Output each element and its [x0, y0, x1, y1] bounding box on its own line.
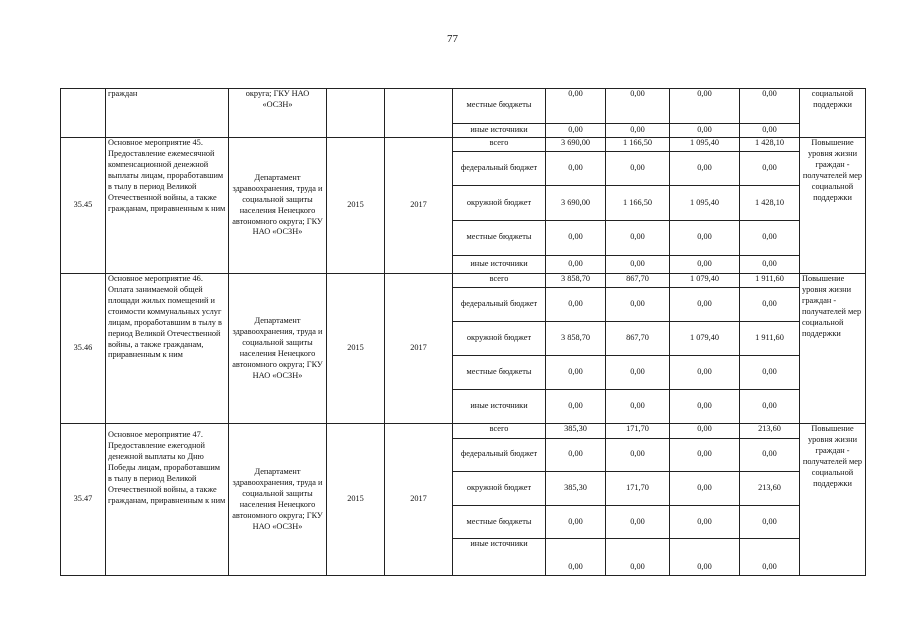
funding-source-cell: федеральный бюджет — [453, 288, 546, 322]
executor-cell: округа; ГКУ НАО «ОСЗН» — [229, 89, 327, 138]
value-2015-cell: 0,00 — [606, 288, 670, 322]
value-2017-cell: 0,00 — [740, 506, 800, 539]
value-2016-cell: 0,00 — [670, 255, 740, 273]
value-2015-cell: 0,00 — [606, 355, 670, 389]
value-2016-cell: 1 079,40 — [670, 274, 740, 288]
expected-result-cell: Повышение уровня жизни граждан - получателей мер социальной поддержки — [800, 274, 866, 424]
value-2016-cell: 1 095,40 — [670, 186, 740, 221]
value-2016-cell: 1 079,40 — [670, 322, 740, 356]
year-end-cell: 2017 — [385, 138, 453, 274]
row-number-cell — [61, 89, 106, 138]
value-2017-cell: 0,00 — [740, 123, 800, 137]
value-2017-cell: 0,00 — [740, 255, 800, 273]
value-2017-cell: 0,00 — [740, 539, 800, 576]
funding-source-cell: местные бюджеты — [453, 506, 546, 539]
funding-source-cell: окружной бюджет — [453, 471, 546, 506]
value-total-cell: 3 690,00 — [546, 138, 606, 152]
value-2016-cell: 0,00 — [670, 424, 740, 438]
value-2016-cell: 0,00 — [670, 89, 740, 124]
value-2015-cell: 867,70 — [606, 274, 670, 288]
value-2015-cell: 0,00 — [606, 438, 670, 471]
value-total-cell: 0,00 — [546, 288, 606, 322]
funding-source-cell: всего — [453, 138, 546, 152]
value-2017-cell: 0,00 — [740, 389, 800, 424]
value-2016-cell: 0,00 — [670, 389, 740, 424]
year-end-cell — [385, 89, 453, 138]
expected-result-cell: Повышение уровня жизни граждан - получателей мер социальной поддержки — [800, 424, 866, 576]
value-2017-cell: 0,00 — [740, 438, 800, 471]
value-2017-cell: 213,60 — [740, 471, 800, 506]
value-total-cell: 0,00 — [546, 506, 606, 539]
row-number-cell: 35.46 — [61, 274, 106, 424]
value-2015-cell: 867,70 — [606, 322, 670, 356]
executor-cell: Департамент здравоохранения, труда и социальной защиты населения Ненецкого автономного округа; ГКУ НАО «ОСЗН» — [229, 424, 327, 576]
value-total-cell: 0,00 — [546, 255, 606, 273]
funding-source-cell: иные источники — [453, 539, 546, 576]
page-number: 77 — [447, 33, 458, 45]
value-2016-cell: 0,00 — [670, 288, 740, 322]
value-2015-cell: 0,00 — [606, 123, 670, 137]
value-2015-cell: 171,70 — [606, 471, 670, 506]
expected-result-cell: Повышение уровня жизни граждан - получателей мер социальной поддержки — [800, 138, 866, 274]
value-total-cell: 3 858,70 — [546, 322, 606, 356]
value-2016-cell: 0,00 — [670, 506, 740, 539]
value-total-cell: 0,00 — [546, 389, 606, 424]
funding-source-cell: местные бюджеты — [453, 355, 546, 389]
value-total-cell: 0,00 — [546, 220, 606, 255]
value-2016-cell: 0,00 — [670, 123, 740, 137]
table-row — [61, 89, 866, 124]
funding-source-cell: иные источники — [453, 389, 546, 424]
funding-source-cell: иные источники — [453, 255, 546, 273]
value-2016-cell: 0,00 — [670, 471, 740, 506]
value-2015-cell: 1 166,50 — [606, 186, 670, 221]
value-2015-cell: 171,70 — [606, 424, 670, 438]
activity-name-cell: Основное мероприятие 45. Предоставление ежемесячной компенсационной денежной выплаты лицам, проработавшим в тылу в период Великой Отечественной войны, а также гражданам, приравненным к ним — [106, 138, 229, 274]
executor-cell: Департамент здравоохранения, труда и социальной защиты населения Ненецкого автономного округа; ГКУ НАО «ОСЗН» — [229, 274, 327, 424]
value-total-cell: 3 858,70 — [546, 274, 606, 288]
table-row — [61, 274, 866, 288]
value-2017-cell: 0,00 — [740, 220, 800, 255]
row-number-cell: 35.45 — [61, 138, 106, 274]
funding-source-cell: окружной бюджет — [453, 186, 546, 221]
value-2017-cell: 1 428,10 — [740, 138, 800, 152]
year-start-cell: 2015 — [327, 424, 385, 576]
activity-name-cell: Основное мероприятие 47. Предоставление ежегодной денежной выплаты ко Дню Победы лицам, проработавшим в тылу в период Великой Отечественной войны, а также гражданам, приравненным к ним — [106, 424, 229, 576]
funding-source-cell: всего — [453, 274, 546, 288]
value-total-cell: 385,30 — [546, 424, 606, 438]
value-2017-cell: 0,00 — [740, 355, 800, 389]
value-2015-cell: 0,00 — [606, 255, 670, 273]
value-2015-cell: 0,00 — [606, 152, 670, 186]
value-total-cell: 385,30 — [546, 471, 606, 506]
value-total-cell: 0,00 — [546, 438, 606, 471]
funding-source-cell: федеральный бюджет — [453, 152, 546, 186]
activity-name-cell: граждан — [106, 89, 229, 138]
funding-source-cell: окружной бюджет — [453, 322, 546, 356]
value-2015-cell: 0,00 — [606, 506, 670, 539]
value-2017-cell: 213,60 — [740, 424, 800, 438]
table-row — [61, 424, 866, 438]
year-start-cell — [327, 89, 385, 138]
value-2016-cell: 1 095,40 — [670, 138, 740, 152]
expected-result-cell: социальной поддержки — [800, 89, 866, 138]
year-end-cell: 2017 — [385, 274, 453, 424]
value-2015-cell: 0,00 — [606, 389, 670, 424]
activity-name-cell: Основное мероприятие 46. Оплата занимаемой общей площади жилых помещений и стоимости коммунальных услуг лицам, проработавшим в тылу в период Великой Отечественной войны, а также гражданам, приравненным к ним — [106, 274, 229, 424]
value-total-cell: 0,00 — [546, 89, 606, 124]
value-2016-cell: 0,00 — [670, 220, 740, 255]
value-total-cell: 0,00 — [546, 123, 606, 137]
funding-source-cell: федеральный бюджет — [453, 438, 546, 471]
value-total-cell: 3 690,00 — [546, 186, 606, 221]
funding-source-cell: местные бюджеты — [453, 220, 546, 255]
program-table — [60, 88, 866, 576]
value-2015-cell: 0,00 — [606, 89, 670, 124]
table-row — [61, 138, 866, 152]
year-end-cell: 2017 — [385, 424, 453, 576]
year-start-cell: 2015 — [327, 274, 385, 424]
value-2015-cell: 0,00 — [606, 220, 670, 255]
value-2017-cell: 1 911,60 — [740, 322, 800, 356]
value-2015-cell: 1 166,50 — [606, 138, 670, 152]
value-2017-cell: 0,00 — [740, 89, 800, 124]
value-2017-cell: 0,00 — [740, 288, 800, 322]
value-2016-cell: 0,00 — [670, 152, 740, 186]
row-number-cell: 35.47 — [61, 424, 106, 576]
value-2015-cell: 0,00 — [606, 539, 670, 576]
value-2017-cell: 1 428,10 — [740, 186, 800, 221]
funding-source-cell: местные бюджеты — [453, 89, 546, 124]
funding-source-cell: всего — [453, 424, 546, 438]
executor-cell: Департамент здравоохранения, труда и социальной защиты населения Ненецкого автономного округа; ГКУ НАО «ОСЗН» — [229, 138, 327, 274]
funding-source-cell: иные источники — [453, 123, 546, 137]
value-total-cell: 0,00 — [546, 152, 606, 186]
year-start-cell: 2015 — [327, 138, 385, 274]
value-total-cell: 0,00 — [546, 355, 606, 389]
value-2016-cell: 0,00 — [670, 355, 740, 389]
value-2016-cell: 0,00 — [670, 539, 740, 576]
value-2016-cell: 0,00 — [670, 438, 740, 471]
value-2017-cell: 1 911,60 — [740, 274, 800, 288]
value-2017-cell: 0,00 — [740, 152, 800, 186]
value-total-cell: 0,00 — [546, 539, 606, 576]
